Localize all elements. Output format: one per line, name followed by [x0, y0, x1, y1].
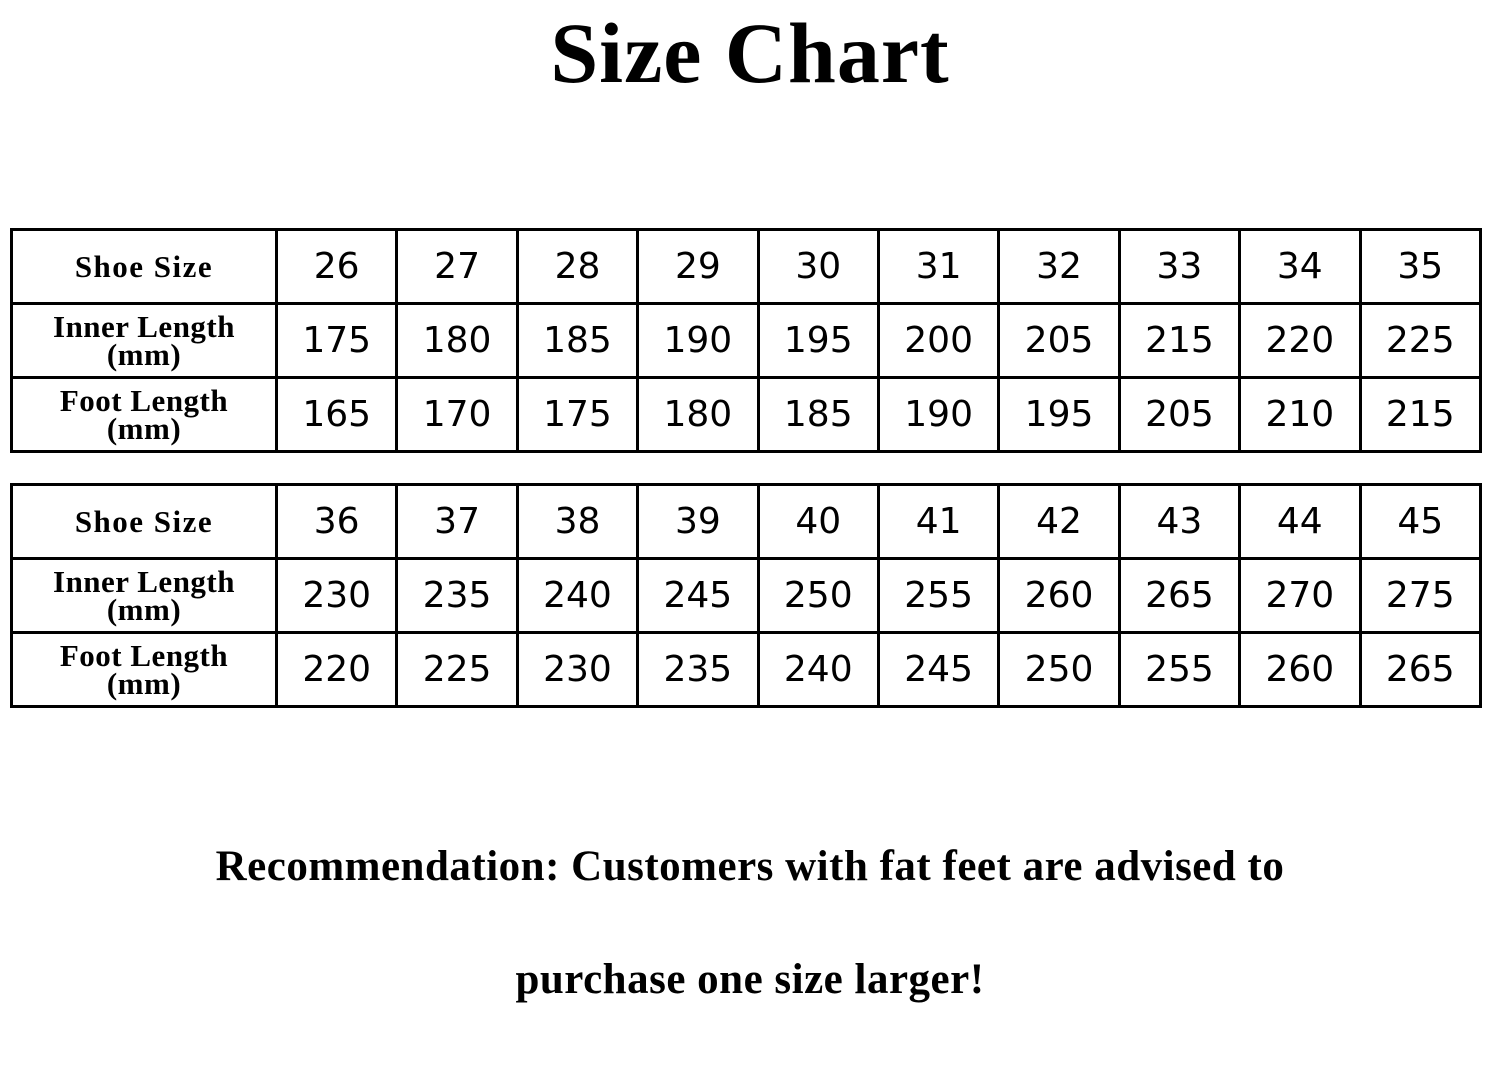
- cell-foot-length: 205: [1119, 378, 1239, 452]
- cell-shoe-size: 36: [277, 485, 397, 559]
- cell-inner-length: 260: [999, 559, 1119, 633]
- table-row: [12, 304, 1481, 378]
- table-row: [12, 559, 1481, 633]
- cell-foot-length: 210: [1240, 378, 1360, 452]
- row-header-inner-length-unit: (mm): [106, 336, 182, 372]
- cell-inner-length: 225: [1360, 304, 1480, 378]
- cell-shoe-size: 43: [1119, 485, 1239, 559]
- cell-foot-length: 175: [517, 378, 637, 452]
- cell-foot-length: 190: [878, 378, 998, 452]
- cell-foot-length: 220: [277, 633, 397, 707]
- recommendation-line-1: Recommendation: Customers with fat feet are advised to: [215, 843, 1285, 890]
- cell-foot-length: 260: [1240, 633, 1360, 707]
- cell-inner-length: 265: [1119, 559, 1239, 633]
- cell-shoe-size: 37: [397, 485, 517, 559]
- cell-inner-length: 230: [277, 559, 397, 633]
- cell-foot-length: 230: [517, 633, 637, 707]
- cell-inner-length: 180: [397, 304, 517, 378]
- row-header-foot-length: [12, 378, 277, 452]
- cell-inner-length: 185: [517, 304, 637, 378]
- cell-foot-length: 180: [638, 378, 758, 452]
- cell-shoe-size: 29: [638, 230, 758, 304]
- cell-foot-length: 170: [397, 378, 517, 452]
- cell-foot-length: 235: [638, 633, 758, 707]
- cell-foot-length: 185: [758, 378, 878, 452]
- cell-foot-length: 215: [1360, 378, 1480, 452]
- row-header-shoe-size: Shoe Size: [12, 230, 277, 304]
- cell-shoe-size: 33: [1119, 230, 1239, 304]
- cell-inner-length: 200: [878, 304, 998, 378]
- cell-foot-length: 165: [277, 378, 397, 452]
- cell-foot-length: 245: [878, 633, 998, 707]
- cell-shoe-size: 31: [878, 230, 998, 304]
- table-row: [12, 485, 1481, 559]
- cell-inner-length: 235: [397, 559, 517, 633]
- cell-foot-length: 255: [1119, 633, 1239, 707]
- row-header-foot-length-unit: (mm): [106, 410, 182, 446]
- cell-inner-length: 220: [1240, 304, 1360, 378]
- cell-inner-length: 270: [1240, 559, 1360, 633]
- cell-shoe-size: 32: [999, 230, 1119, 304]
- row-header-foot-length-unit: (mm): [106, 665, 182, 701]
- row-header-foot-length-text: Foot Length: [59, 638, 229, 674]
- cell-shoe-size: 42: [999, 485, 1119, 559]
- cell-shoe-size: 40: [758, 485, 878, 559]
- cell-shoe-size: 30: [758, 230, 878, 304]
- cell-inner-length: 275: [1360, 559, 1480, 633]
- recommendation-note: [0, 845, 1500, 1001]
- row-header-inner-length-text: Inner Length: [53, 564, 235, 600]
- cell-shoe-size: 41: [878, 485, 998, 559]
- table-row: [12, 230, 1481, 304]
- cell-shoe-size: 26: [277, 230, 397, 304]
- size-tables-container: [10, 228, 1490, 738]
- cell-shoe-size: 45: [1360, 485, 1480, 559]
- cell-shoe-size: 35: [1360, 230, 1480, 304]
- cell-shoe-size: 27: [397, 230, 517, 304]
- row-header-inner-length-unit: (mm): [106, 591, 182, 627]
- cell-inner-length: 195: [758, 304, 878, 378]
- cell-foot-length: 195: [999, 378, 1119, 452]
- size-table-small: [10, 228, 1482, 453]
- cell-inner-length: 175: [277, 304, 397, 378]
- cell-inner-length: 205: [999, 304, 1119, 378]
- cell-inner-length: 245: [638, 559, 758, 633]
- cell-shoe-size: 38: [517, 485, 637, 559]
- cell-foot-length: 250: [999, 633, 1119, 707]
- row-header-shoe-size: Shoe Size: [12, 485, 277, 559]
- cell-shoe-size: 28: [517, 230, 637, 304]
- row-header-inner-length-text: Inner Length: [53, 309, 235, 345]
- table-row: [12, 633, 1481, 707]
- size-table-large: [10, 483, 1482, 708]
- cell-shoe-size: 39: [638, 485, 758, 559]
- row-header-foot-length-text: Foot Length: [59, 383, 229, 419]
- cell-inner-length: 250: [758, 559, 878, 633]
- cell-shoe-size: 34: [1240, 230, 1360, 304]
- row-header-inner-length: [12, 304, 277, 378]
- cell-inner-length: 215: [1119, 304, 1239, 378]
- cell-inner-length: 190: [638, 304, 758, 378]
- cell-foot-length: 225: [397, 633, 517, 707]
- cell-foot-length: 265: [1360, 633, 1480, 707]
- recommendation-line-2: purchase one size larger!: [515, 956, 985, 1003]
- row-header-foot-length: [12, 633, 277, 707]
- table-row: [12, 378, 1481, 452]
- cell-foot-length: 240: [758, 633, 878, 707]
- page-title: Size Chart: [550, 5, 950, 101]
- cell-inner-length: 255: [878, 559, 998, 633]
- cell-inner-length: 240: [517, 559, 637, 633]
- row-header-inner-length: [12, 559, 277, 633]
- cell-shoe-size: 44: [1240, 485, 1360, 559]
